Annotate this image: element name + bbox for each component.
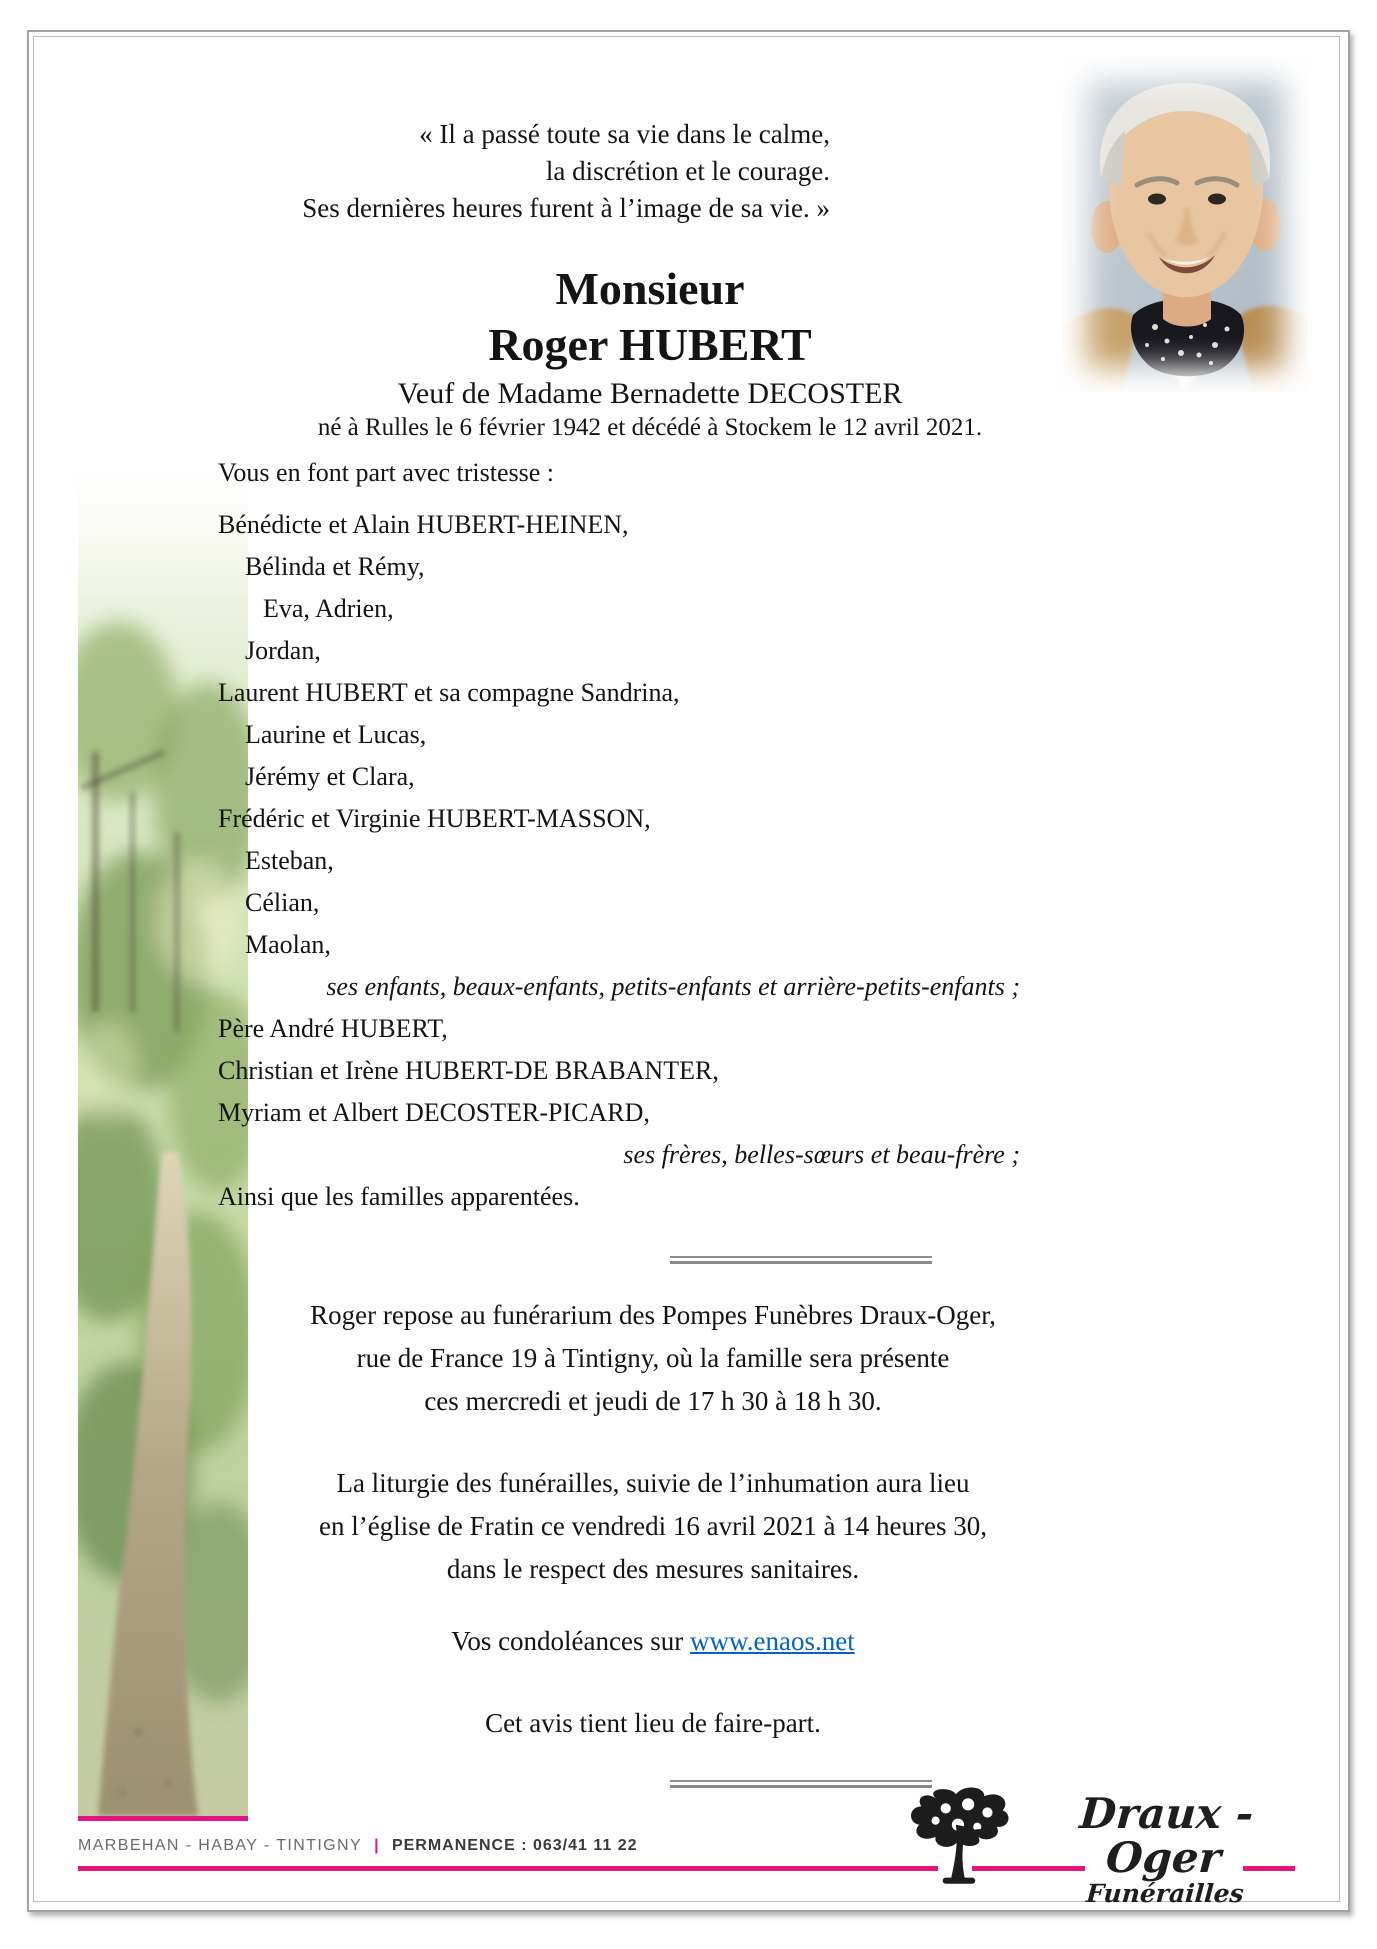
footer-locations: MARBEHAN - HABAY - TINTIGNY [78, 1837, 363, 1854]
quote-line: la discrétion et le courage. [545, 156, 830, 186]
family-member-line: Maolan, [245, 930, 331, 959]
children-relation-caption: ses enfants, beaux-enfants, petits-enfants et arrière-petits-enfants ; [326, 972, 1020, 1001]
brand-name: Draux - Oger [1078, 1789, 1255, 1882]
quote-line: Ses dernières heures furent à l’image de sa vie. » [302, 193, 830, 223]
family-member-line: Bélinda et Rémy, [245, 552, 425, 581]
tree-icon [905, 1786, 1017, 1884]
footer-permanence: PERMANENCE : 063/41 11 22 [391, 1837, 638, 1854]
notice-line: Cet avis tient lieu de faire-part. [485, 1708, 821, 1738]
funeral-line: en l’église de Fratin ce vendredi 16 avril 2021 à 14 heures 30, [318, 1511, 988, 1541]
family-member-line: Myriam et Albert DECOSTER-PICARD, [218, 1098, 650, 1127]
families-closing-line: Ainsi que les familles apparentées. [218, 1182, 580, 1211]
memorial-quote [240, 116, 830, 227]
announcement-intro: Vous en font part avec tristesse : [218, 458, 554, 487]
funeral-home-logo [1040, 1789, 1290, 1908]
condolences-link[interactable]: www.enaos.net [690, 1626, 855, 1656]
family-member-line: Jérémy et Clara, [245, 762, 415, 791]
family-member-line: Frédéric et Virginie HUBERT-MASSON, [218, 804, 651, 833]
quote-line: « Il a passé toute sa vie dans le calme, [419, 119, 830, 149]
funeral-line: dans le respect des mesures sanitaires. [446, 1554, 860, 1584]
funeral-line: La liturgie des funérailles, suivie de l’inhumation aura lieu [336, 1468, 970, 1498]
family-member-line: Esteban, [245, 846, 334, 875]
siblings-relation-caption: ses frères, belles-sœurs et beau-frère ; [623, 1140, 1020, 1169]
wake-details [218, 1294, 1088, 1423]
wake-line: Roger repose au funérarium des Pompes Funèbres Draux-Oger, [310, 1300, 996, 1330]
life-dates: né à Rulles le 6 février 1942 et décédé à Stockem le 12 avril 2021. [317, 414, 983, 441]
widower-subtitle: Veuf de Madame Bernadette DECOSTER [397, 377, 903, 410]
section-divider [670, 1256, 932, 1264]
pink-rule-segment [78, 1866, 938, 1871]
family-member-line: Jordan, [245, 636, 321, 665]
family-member-line: Eva, Adrien, [263, 594, 394, 623]
family-member-line: Laurine et Lucas, [245, 720, 427, 749]
footer-separator: | [374, 1837, 380, 1854]
wake-line: ces mercredi et jeudi de 17 h 30 à 18 h 30. [424, 1386, 882, 1416]
section-divider [670, 1780, 932, 1788]
civility-title: Monsieur [555, 263, 745, 314]
family-list [218, 504, 1020, 1218]
deceased-name: Roger HUBERT [488, 319, 812, 370]
wake-line: rue de France 19 à Tintigny, où la famille sera présente [356, 1343, 950, 1373]
condolences-line [218, 1626, 1088, 1657]
family-member-line: Célian, [245, 888, 320, 917]
family-member-line: Christian et Irène HUBERT-DE BRABANTER, [218, 1056, 719, 1085]
portrait-photo [1063, 57, 1308, 392]
condolences-text: Vos condoléances sur [451, 1626, 690, 1656]
family-member-line: Père André HUBERT, [218, 1014, 448, 1043]
footer-contact [78, 1837, 638, 1855]
brand-subtitle: Funérailles [1085, 1879, 1245, 1908]
strip-accent-bar [78, 1816, 248, 1821]
family-member-line: Bénédicte et Alain HUBERT-HEINEN, [218, 510, 629, 539]
funeral-details [218, 1462, 1088, 1591]
family-member-line: Laurent HUBERT et sa compagne Sandrina, [218, 678, 680, 707]
